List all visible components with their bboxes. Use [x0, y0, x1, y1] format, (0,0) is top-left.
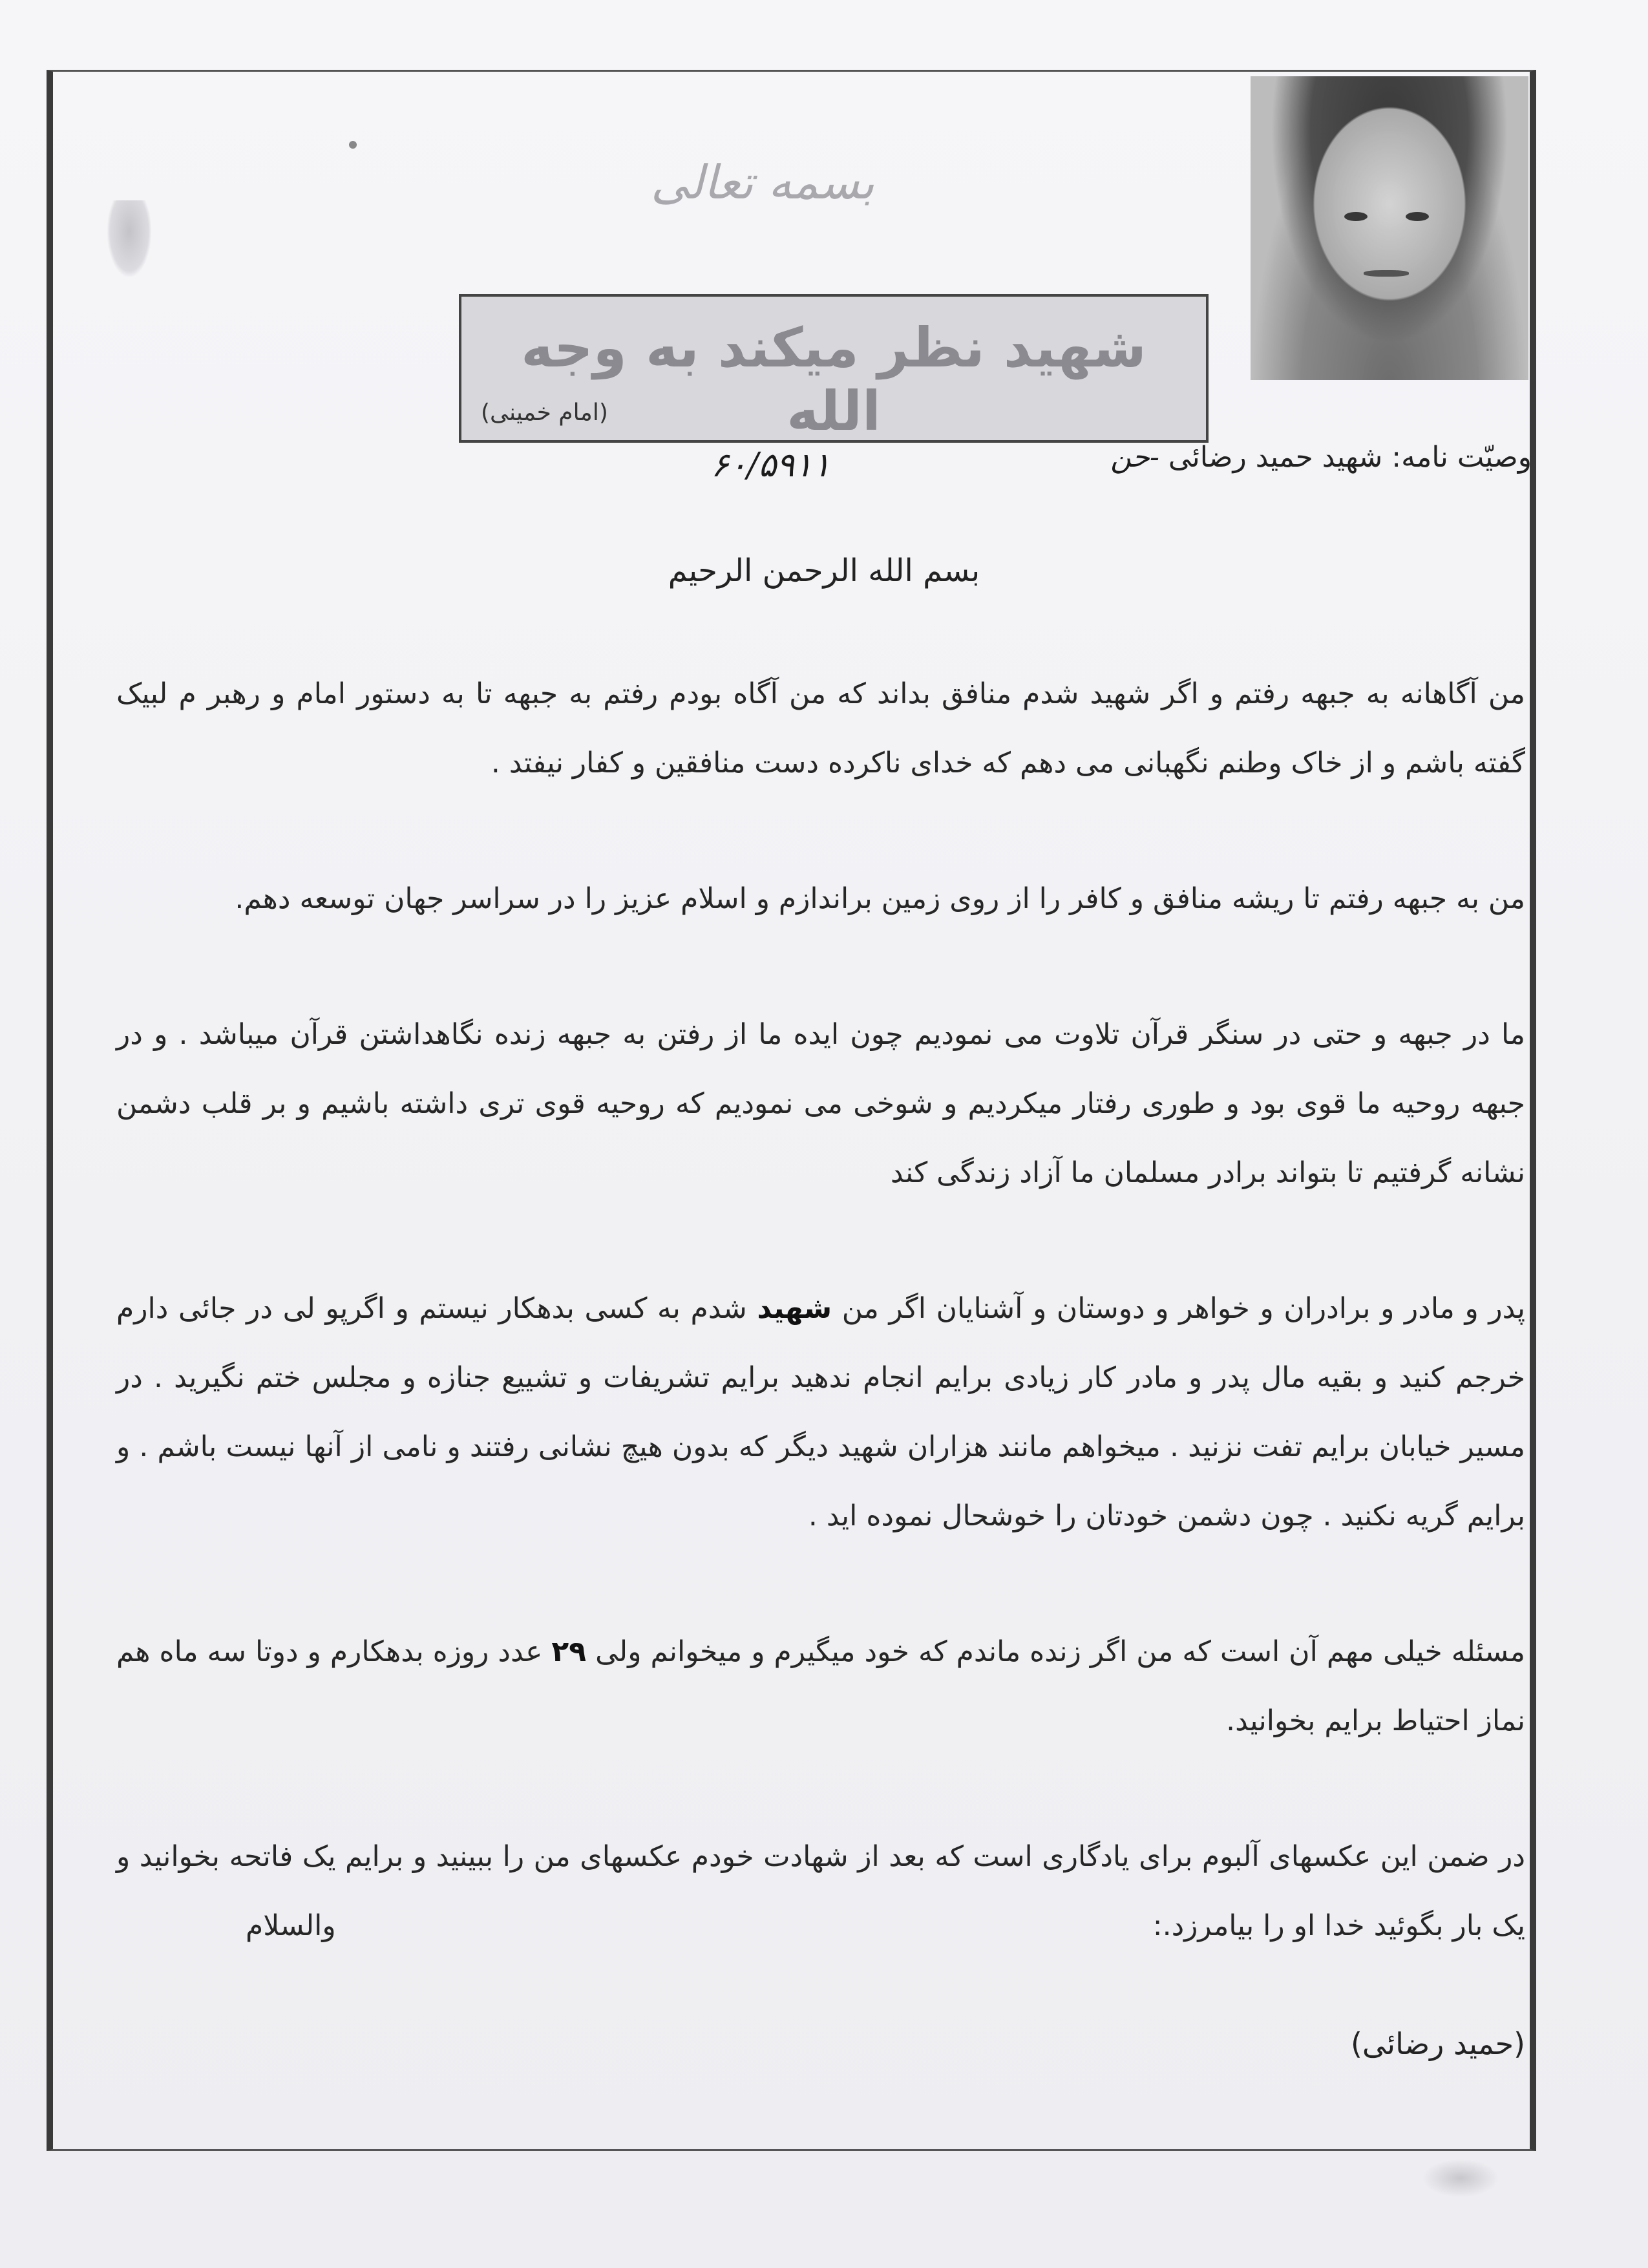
basmala-calligraphy: بسمه تعالی — [650, 155, 875, 209]
photo-eye — [1344, 212, 1368, 221]
closing-salam: والسلام — [246, 1909, 336, 1942]
will-body — [116, 659, 1525, 2027]
handwritten-number: ۶۰/۵۹۱۱ — [711, 446, 831, 485]
portrait-photo — [1251, 76, 1528, 380]
ink-dot — [349, 141, 357, 149]
handwritten-code: -حن — [1110, 441, 1159, 474]
paragraph-6-text: در ضمن این عکسهای آلبوم برای یادگاری است که بعد از شهادت خودم عکسهای من را ببینید و برایم یک فاتحه بخوانید و یک بار بگوئید خدا او را بیامرزد.: — [116, 1840, 1525, 1942]
paragraph-5 — [116, 1617, 1525, 1755]
scan-smudge — [1422, 2159, 1499, 2198]
paragraph-1: من آگاهانه به جبهه رفتم و اگر شهید شدم منافق بداند که من آگاه بودم رفتم به جبهه تا به دستور امام و رهبر م لبیک گفته باشم و از خاک وطنم نگهبانی می دهم که خدای ناکرده دست منافقین و کفار نیفتد . — [116, 677, 1525, 779]
paragraph-4-emphasis: شهید — [757, 1292, 832, 1325]
quote-title-box — [459, 294, 1209, 443]
basmala: بسم الله الرحمن الرحیم — [668, 553, 980, 589]
photo-mouth — [1364, 270, 1409, 277]
photo-eye — [1406, 212, 1429, 221]
paragraph-4-after: شدم به کسی بدهکار نیستم و اگرپو لی در جائی دارم خرجم کنید و بقیه مال پدر و مادر کار زیادی برایم انجام ندهید برایم تشریفات و تشییع جنازه و مجلس ختم نگیرید . در مسیر خیابان برایم تفت نزنید . میخواهم مانند هزاران شهید دیگر که بدون هیچ نشانی رفتند و نامی از آنها نیست باشم . و برایم گریه نکنید . چون دشمن خودتان را خوشحال نموده اید . — [116, 1292, 1525, 1532]
paragraph-5-before: مسئله خیلی مهم آن است که من اگر زنده ماندم که خود میگیرم و میخوانم ولی — [586, 1635, 1525, 1668]
will-label: وصیّت نامه: شهید حمید رضائی — [1168, 441, 1532, 474]
signature-name: (حمید رضائی) — [1350, 2026, 1525, 2061]
paragraph-4-before: پدر و مادر و برادران و خواهر و دوستان و آشنایان اگر من — [832, 1292, 1526, 1325]
quote-source: (امام خمینی) — [481, 399, 608, 426]
paragraph-4 — [116, 1274, 1525, 1551]
paragraph-5-after: عدد روزه بدهکارم و دوتا سه ماه هم نماز احتیاط برایم بخوانید. — [116, 1635, 1525, 1737]
paragraph-6 — [116, 1822, 1525, 1960]
paragraph-5-emphasis: ۲۹ — [551, 1635, 587, 1668]
will-header — [1110, 441, 1532, 474]
paragraph-2: من به جبهه رفتم تا ریشه منافق و کافر را از روی زمین براندازم و اسلام عزیز را در سراسر جهان توسعه دهم. — [235, 882, 1525, 915]
quote-title: شهید نظر میکند به وجه الله — [521, 316, 1146, 443]
faint-stamp-mark — [107, 200, 152, 278]
paragraph-3: ما در جبهه و حتی در سنگر قرآن تلاوت می نمودیم چون ایده ما از رفتن به جبهه زنده نگاهداشتن قرآن میباشد . و در جبهه روحیه ما قوی بود و طوری رفتار میکردیم و شوخی می نمودیم که روحیه قوی تری داشته باشیم و بر قلب دشمن نشانه گرفتیم تا بتواند برادر مسلمان ما آزاد زندگی کند — [116, 1018, 1525, 1189]
